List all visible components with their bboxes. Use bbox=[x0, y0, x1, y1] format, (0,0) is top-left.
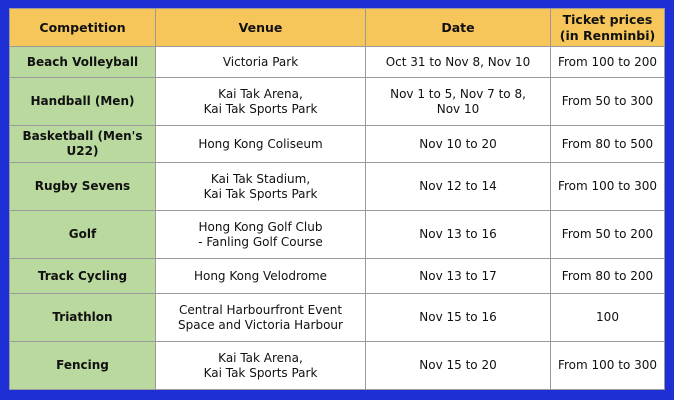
date-cell-line: Nov 10 bbox=[436, 101, 480, 116]
header-date: Date bbox=[366, 9, 551, 47]
venue-cell-line: Space and Victoria Harbour bbox=[178, 317, 343, 332]
table-row bbox=[10, 47, 665, 78]
competition-cell-line: Basketball (Men's bbox=[22, 129, 143, 144]
venue-cell-line: Hong Kong Golf Club bbox=[198, 219, 323, 234]
venue-cell bbox=[156, 342, 366, 390]
date-cell-line: Nov 12 to 14 bbox=[419, 179, 497, 194]
competition-cell bbox=[10, 78, 156, 126]
venue-cell-line: Kai Tak Stadium, bbox=[210, 171, 311, 186]
competition-cell bbox=[10, 211, 156, 259]
date-cell-line: Nov 13 to 16 bbox=[419, 227, 497, 242]
venue-cell-line: Kai Tak Sports Park bbox=[203, 101, 318, 116]
date-cell-line: Nov 15 to 16 bbox=[419, 310, 497, 325]
date-cell bbox=[366, 125, 551, 162]
header-competition: Competition bbox=[10, 9, 156, 47]
competition-cell bbox=[10, 163, 156, 211]
price-cell: From 80 to 500 bbox=[551, 125, 665, 162]
venue-cell bbox=[156, 294, 366, 342]
date-cell-line: Nov 15 to 20 bbox=[419, 358, 497, 373]
date-cell-line: Nov 13 to 17 bbox=[419, 268, 497, 283]
date-cell bbox=[366, 211, 551, 259]
venue-cell-line: Victoria Park bbox=[222, 54, 299, 69]
price-cell: From 100 to 200 bbox=[551, 47, 665, 78]
header-venue: Venue bbox=[156, 9, 366, 47]
price-cell: From 50 to 200 bbox=[551, 211, 665, 259]
table-row bbox=[10, 258, 665, 293]
venue-cell-line: Kai Tak Arena, bbox=[218, 350, 303, 365]
venue-cell-line: - Fanling Golf Course bbox=[198, 234, 323, 249]
header-row bbox=[10, 9, 665, 47]
table-row bbox=[10, 211, 665, 259]
competition-cell-line: Beach Volleyball bbox=[26, 54, 139, 69]
competition-schedule-table bbox=[9, 8, 665, 390]
date-cell-line: Oct 31 to Nov 8, Nov 10 bbox=[385, 54, 531, 69]
competition-cell-line: U22) bbox=[66, 144, 99, 159]
date-cell bbox=[366, 78, 551, 126]
date-cell bbox=[366, 294, 551, 342]
price-cell: From 50 to 300 bbox=[551, 78, 665, 126]
date-cell bbox=[366, 258, 551, 293]
venue-cell bbox=[156, 125, 366, 162]
competition-cell-line: Golf bbox=[68, 227, 97, 242]
competition-cell bbox=[10, 47, 156, 78]
venue-cell-line: Kai Tak Sports Park bbox=[203, 186, 318, 201]
date-cell bbox=[366, 163, 551, 211]
date-cell-line: Nov 10 to 20 bbox=[419, 136, 497, 151]
competition-cell-line: Fencing bbox=[56, 358, 109, 373]
competition-cell-line: Track Cycling bbox=[37, 268, 128, 283]
venue-cell bbox=[156, 258, 366, 293]
venue-cell bbox=[156, 78, 366, 126]
header-ticket-prices-line1: Ticket prices bbox=[562, 11, 653, 27]
date-cell bbox=[366, 342, 551, 390]
header-ticket-prices bbox=[551, 9, 665, 47]
competition-cell bbox=[10, 125, 156, 162]
venue-cell bbox=[156, 211, 366, 259]
venue-cell-line: Kai Tak Sports Park bbox=[203, 365, 318, 380]
competition-cell-line: Rugby Sevens bbox=[34, 179, 131, 194]
venue-cell-line: Kai Tak Arena, bbox=[218, 86, 303, 101]
price-cell: From 100 to 300 bbox=[551, 163, 665, 211]
venue-cell-line: Central Harbourfront Event bbox=[178, 302, 343, 317]
price-cell: 100 bbox=[551, 294, 665, 342]
table-row bbox=[10, 342, 665, 390]
date-cell-line: Nov 1 to 5, Nov 7 to 8, bbox=[390, 86, 526, 101]
date-cell bbox=[366, 47, 551, 78]
competition-cell bbox=[10, 258, 156, 293]
venue-cell bbox=[156, 163, 366, 211]
venue-cell-line: Hong Kong Coliseum bbox=[198, 136, 323, 151]
price-cell: From 100 to 300 bbox=[551, 342, 665, 390]
table-row bbox=[10, 78, 665, 126]
table-row bbox=[10, 125, 665, 162]
table-row bbox=[10, 294, 665, 342]
competition-cell-line: Handball (Men) bbox=[30, 94, 135, 109]
table-row bbox=[10, 163, 665, 211]
competition-cell-line: Triathlon bbox=[52, 310, 113, 325]
competition-cell bbox=[10, 294, 156, 342]
competition-cell bbox=[10, 342, 156, 390]
venue-cell-line: Hong Kong Velodrome bbox=[193, 268, 328, 283]
venue-cell bbox=[156, 47, 366, 78]
price-cell: From 80 to 200 bbox=[551, 258, 665, 293]
header-ticket-prices-line2: (in Renminbi) bbox=[559, 27, 656, 43]
